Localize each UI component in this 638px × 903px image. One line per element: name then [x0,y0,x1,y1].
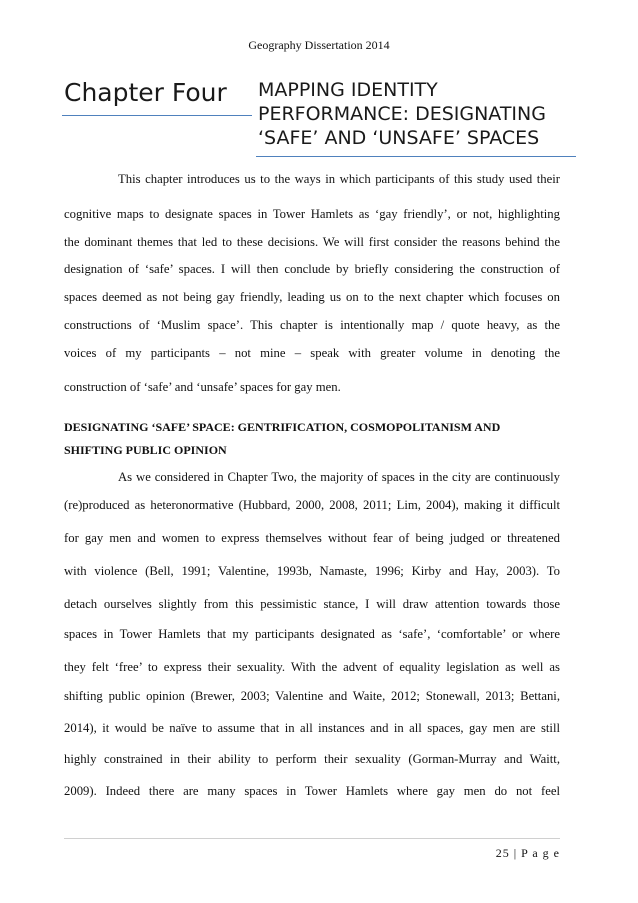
chapter-title-line: MAPPING IDENTITY [258,79,438,101]
section-heading-line: DESIGNATING ‘SAFE’ SPACE: GENTRIFICATION, COSMOPOLITANISM AND [64,420,501,434]
body-line: highly constrained in their ability to perform their sexuality (Gorman-Murray and Waitt, [64,752,560,766]
body-line: shifting public opinion (Brewer, 2003; Valentine and Waite, 2012; Stonewall, 2013; Bettani, [64,689,560,703]
body-line: for gay men and women to express themselves without fear of being judged or threatened [64,531,560,545]
body-line: with violence (Bell, 1991; Valentine, 1993b, Namaste, 1996; Kirby and Hay, 2003). To [64,564,560,578]
body-line: As we considered in Chapter Two, the majority of spaces in the city are continuously [118,470,560,484]
intro-line: constructions of ‘Muslim space’. This chapter is intentionally map / quote heavy, as the [64,318,560,332]
body-line: they felt ‘free’ to express their sexuality. With the advent of equality legislation as well as [64,660,560,674]
chapter-title [258,78,588,150]
chapter-title-rule [256,156,576,157]
intro-line: This chapter introduces us to the ways in which participants of this study used their [118,172,560,186]
intro-line: cognitive maps to designate spaces in Tower Hamlets as ‘gay friendly’, or not, highlighting [64,207,560,221]
body-line: detach ourselves slightly from this pessimistic stance, I will draw attention towards those [64,597,560,611]
intro-line: construction of ‘safe’ and ‘unsafe’ spaces for gay men. [64,380,341,394]
chapter-label-rule [62,115,252,116]
body-line: 2009). Indeed there are many spaces in Tower Hamlets where gay men do not feel [64,784,560,798]
section-heading-line: SHIFTING PUBLIC OPINION [64,443,227,457]
chapter-title-line: PERFORMANCE: DESIGNATING [258,103,546,125]
intro-line: designation of ‘safe’ spaces. I will then conclude by briefly considering the construction of [64,262,560,276]
body-line: 2014), it would be naïve to assume that in all instances and in all spaces, gay men are still [64,721,560,735]
chapter-title-line: ‘SAFE’ AND ‘UNSAFE’ SPACES [258,127,540,149]
running-header: Geography Dissertation 2014 [248,38,390,52]
intro-line: voices of my participants – not mine – speak with greater volume in denoting the [64,346,560,360]
intro-line: the dominant themes that led to these decisions. We will first consider the reasons behind the [64,235,560,249]
body-line: (re)produced as heteronormative (Hubbard, 2000, 2008, 2011; Lim, 2004), making it difficult [64,498,560,512]
body-line: spaces in Tower Hamlets that my participants designated as ‘safe’, ‘comfortable’ or where [64,627,560,641]
footer-rule [64,838,560,839]
chapter-label: Chapter Four [64,78,227,107]
page-number: 25 | P a g e [495,846,560,860]
intro-line: spaces deemed as not being gay friendly, leading us on to the next chapter which focuses on [64,290,560,304]
